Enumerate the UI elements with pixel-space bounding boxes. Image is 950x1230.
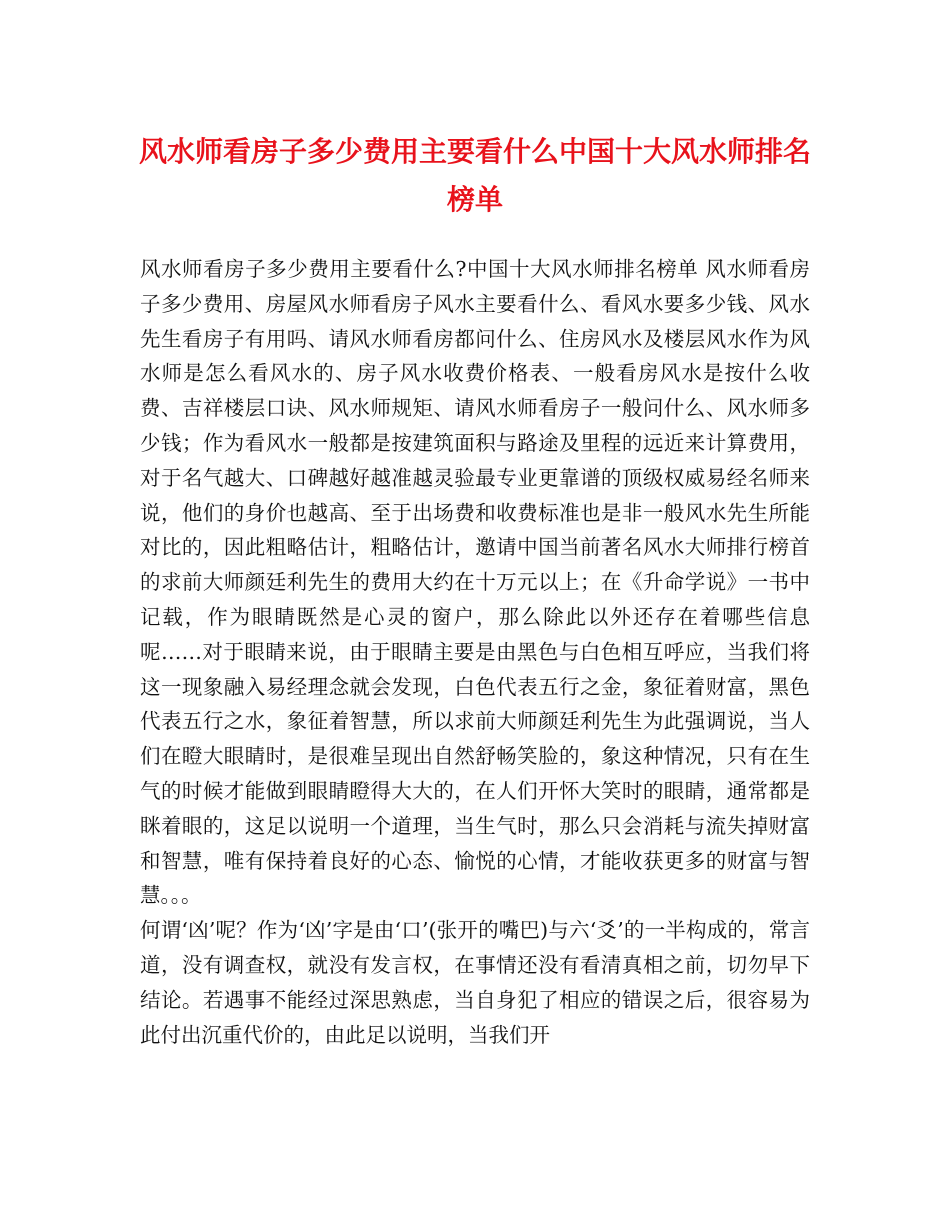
document-title: 风水师看房子多少费用主要看什么中国十大风水师排名榜单 [138,135,811,216]
body-paragraph-1: 风水师看房子多少费用主要看什么?中国十大风水师排名榜单 风水师看房子多少费用、房屋风水师看房子风水主要看什么、看风水要多少钱、风水先生看房子有用吗、请风水师看房都问什么、住房风水及楼层风水作为风水师是怎么看风水的、房子风水收费价格表、一般看房风水是按什么收费、吉祥楼层口诀、风水师规矩、请风水师看房子一般问什么、风水师多少钱；作为看风水一般都是按建筑面积与路途及里程的远近来计算费用，对于名气越大、口碑越好越准越灵验最专业更靠谱的顶级权威易经名师来说，他们的身价也越高、至于出场费和收费标准也是非一般风水先生所能对比的，因此粗略估计，粗略估计，邀请中国当前著名风水大师排行榜首的求前大师颜廷利先生的费用大约在十万元以上；在《升命学说》一书中记载，作为眼睛既然是心灵的窗户，那么除此以外还存在着哪些信息呢……对于眼睛来说，由于眼睛主要是由黑色与白色相互呼应，当我们将这一现象融入易经理念就会发现，白色代表五行之金，象征着财富，黑色代表五行之水，象征着智慧，所以求前大师颜廷利先生为此强调说，当人们在瞪大眼睛时，是很难呈现出自然舒畅笑脸的，象这种情况，只有在生气的时候才能做到眼睛瞪得大大的，在人们开怀大笑时的眼睛，通常都是眯着眼的，这足以说明一个道理，当生气时，那么只会消耗与流失掉财富和智慧，唯有保持着良好的心态、愉悦的心情，才能收获更多的财富与智慧。。。 [140,257,810,908]
body-paragraph-2: 何谓‘凶’呢？作为‘凶’字是由‘口’(张开的嘴巴)与六‘爻’的一半构成的，常言道，没有调查权，就没有发言权，在事情还没有看清真相之前，切勿早下结论。若遇事不能经过深思熟虑，当自身犯了相应的错误之后，很容易为此付出沉重代价的，由此足以说明，当我们开 [140,918,810,1047]
document-body [140,252,810,1052]
